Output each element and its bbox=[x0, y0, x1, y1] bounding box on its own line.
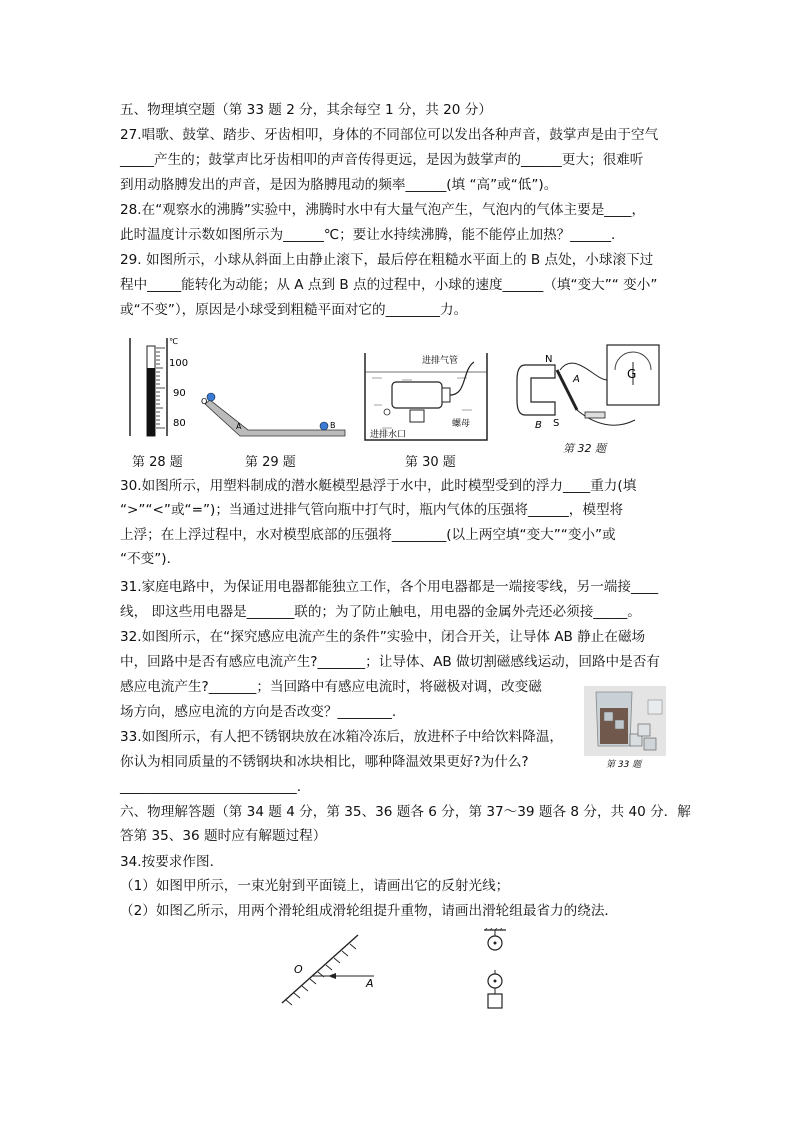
label-a: A bbox=[573, 374, 580, 385]
pulley-figure bbox=[482, 928, 510, 1012]
caption-fig-29: 第 29 题 bbox=[245, 455, 296, 470]
mirror-label-o: O bbox=[294, 963, 303, 976]
switch bbox=[585, 412, 605, 418]
thermometer-mercury-column bbox=[147, 368, 155, 436]
q34-line-2: （1）如图甲所示，一束光射到平面镜上，请画出它的反射光线； bbox=[120, 878, 510, 894]
q29-line-1: 29. 如图所示，小球从斜面上由静止滚下，最后停在粗糙水平面上的 B 点处，小球滚下过 bbox=[120, 252, 654, 268]
caption-fig-33: 第 33 题 bbox=[606, 760, 642, 770]
q30-line-1: 30.如图所示，用塑料制成的潜水艇模型悬浮于水中，此时模型受到的浮力____重力(填 bbox=[120, 478, 637, 494]
q30-line-4: “不变”)． bbox=[120, 551, 181, 567]
steel-cube-2 bbox=[644, 738, 656, 750]
air-tube bbox=[450, 362, 474, 395]
mirror-figure bbox=[278, 925, 388, 1007]
q30-line-3: 上浮；在上浮过程中，水对模型底部的压强将________(以上两空填“变大”“变小”或 bbox=[120, 527, 616, 543]
fixed-pulley-axle bbox=[494, 942, 497, 945]
incline-surface bbox=[205, 400, 345, 436]
q33-line-2: 你认为相同质量的不锈钢块和冰块相比，哪种降温效果更好?为什么? bbox=[120, 754, 529, 770]
section-six-header-line-2: 答第 35、36 题时应有解题过程） bbox=[120, 828, 327, 844]
caption-fig-32: 第 32 题 bbox=[563, 442, 606, 455]
ball-start bbox=[207, 393, 215, 401]
caption-fig-28: 第 28 题 bbox=[132, 455, 183, 470]
q27-line-3: 到用动胳膊发出的声音，是因为胳膊甩动的频率______(填 “高”或“低”)。 bbox=[120, 177, 558, 193]
label-g: G bbox=[627, 367, 637, 381]
q28-line-2: 此时温度计示数如图所示为______℃；要让水持续沸腾，能不能停止加热？______. bbox=[120, 227, 616, 243]
cube-in-glass-2 bbox=[615, 720, 624, 729]
q32-line-2: 中，回路中是否有感应电流产生?_______；让导体、AB 做切割磁感线运动，回路中是否有 bbox=[120, 654, 660, 670]
q29-line-2: 程中_____能转化为动能；从 A 点到 B 点的过程中，小球的速度______（填“变大”“ 变小” bbox=[120, 277, 658, 293]
movable-pulley-axle bbox=[494, 980, 497, 983]
q32-line-4: 场方向，感应电流的方向是否改变？________. bbox=[120, 704, 397, 720]
thermometer-tick-80: 80 bbox=[173, 418, 186, 429]
label-water-inlet: 进排水口 bbox=[370, 430, 407, 440]
thermometer-unit-label: ℃ bbox=[169, 338, 178, 346]
label-air-tube: 进排气管 bbox=[422, 356, 459, 366]
q34-line-1: 34.按要求作图． bbox=[120, 854, 224, 870]
incident-ray-arrow bbox=[328, 973, 336, 979]
caption-fig-30: 第 30 题 bbox=[405, 455, 456, 470]
q28-line-1: 28.在“观察水的沸腾”实验中，沸腾时水中有大量气泡产生，气泡内的气体主要是____， bbox=[120, 202, 646, 218]
label-b: B bbox=[535, 420, 542, 431]
steel-cube-3 bbox=[638, 724, 650, 736]
q33-line-1: 33.如图所示，有人把不锈钢块放在冰箱冷冻后，放进杯子中给饮料降温， bbox=[120, 729, 564, 745]
q33-line-3: __________________________. bbox=[120, 779, 302, 795]
incline-label-b: B bbox=[330, 421, 336, 430]
section-five-header: 五、物理填空题（第 33 题 2 分，其余每空 1 分，共 20 分） bbox=[120, 102, 492, 118]
induction-figure bbox=[515, 340, 665, 438]
q27-line-1: 27.唱歌、鼓掌、踏步、牙齿相叩，身体的不同部位可以发出各种声音，鼓掌声是由于空气 bbox=[120, 127, 659, 143]
label-s: S bbox=[553, 418, 560, 429]
incline-label-o: O bbox=[201, 397, 208, 406]
submarine-bottle bbox=[392, 382, 442, 408]
q30-line-2: “>”“<”或“=”)；当通过进排气管向瓶中打气时，瓶内气体的压强将______，模型将 bbox=[120, 502, 624, 518]
thermometer-tick-90: 90 bbox=[173, 388, 186, 399]
submarine-figure bbox=[362, 350, 492, 445]
label-nut: 螺母 bbox=[452, 419, 471, 429]
mirror-label-a: A bbox=[366, 977, 374, 990]
incline-figure bbox=[200, 390, 350, 440]
label-n: N bbox=[545, 354, 553, 365]
thermometer-tick-marks bbox=[156, 348, 165, 428]
weight-nut bbox=[410, 410, 424, 422]
horseshoe-magnet bbox=[517, 365, 555, 415]
thermometer-tick-100: 100 bbox=[169, 358, 189, 369]
ball-end bbox=[320, 422, 328, 430]
q31-line-2: 线， 即这些用电器是_______联的；为了防止触电，用电器的金属外壳还必须接_____。 bbox=[120, 604, 641, 620]
water-inlet bbox=[384, 409, 390, 415]
q32-line-3: 感应电流产生?_______；当回路中有感应电流时，将磁极对调，改变磁 bbox=[120, 679, 542, 695]
steel-cubes-photo bbox=[584, 686, 666, 770]
section-six-header-line-1: 六、物理解答题（第 34 题 4 分，第 35、36 题各 6 分，第 37～39 题各 8 分，共 40 分．解 bbox=[120, 804, 691, 820]
cube-in-glass-1 bbox=[604, 712, 613, 721]
load-weight bbox=[488, 994, 502, 1008]
circuit-wire-2 bbox=[560, 363, 607, 380]
bottle-neck bbox=[442, 388, 450, 402]
steel-cube-4 bbox=[648, 700, 662, 714]
q29-line-3: 或“不变”），原因是小球受到粗糙平面对它的________力。 bbox=[120, 302, 468, 318]
q34-line-3: （2）如图乙所示，用两个滑轮组成滑轮组提升重物，请画出滑轮组最省力的绕法． bbox=[120, 903, 619, 919]
q31-line-1: 31.家庭电路中，为保证用电器都能独立工作，各个用电器都是一端接零线，另一端接____ bbox=[120, 579, 659, 595]
thermometer-figure bbox=[125, 338, 195, 438]
q27-line-2: _____产生的；鼓掌声比牙齿相叩的声音传得更远，是因为鼓掌声的______更大；很难听 bbox=[120, 152, 644, 168]
incline-label-a: A bbox=[236, 422, 242, 431]
q32-line-1: 32.如图所示，在“探究感应电流产生的条件”实验中，闭合开关，让导体 AB 静止在磁场 bbox=[120, 629, 646, 645]
